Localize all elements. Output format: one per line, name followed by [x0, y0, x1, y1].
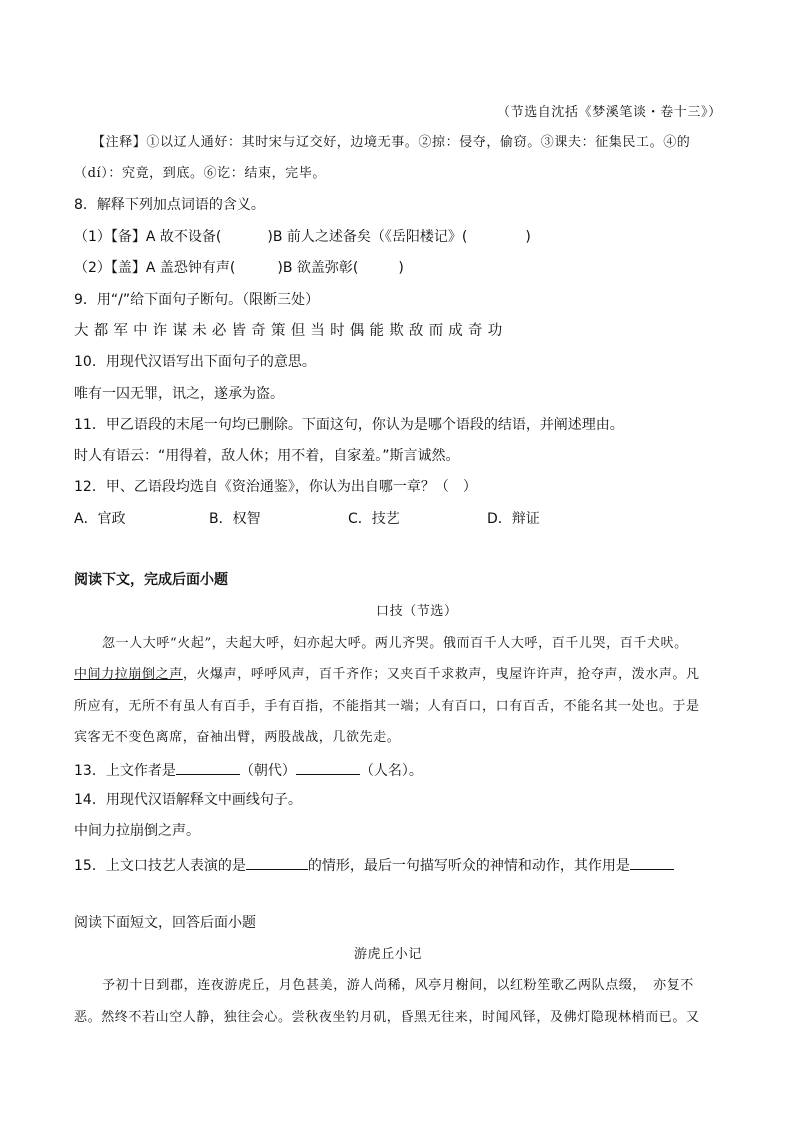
q12-option-a[interactable]: A．官政: [74, 511, 126, 527]
section3-heading: 阅读下面短文，回答后面小题: [74, 915, 256, 931]
q8-item-1: [74, 228, 531, 246]
q15-prefix: 15．上文口技艺人表演的是: [74, 858, 246, 874]
q8-item-2: [74, 259, 404, 277]
q9-stem: 9．用“/”给下面句子断句。（限断三处）: [74, 292, 320, 308]
section2-paragraph-line-2: [74, 666, 700, 684]
q8-stem: 8．解释下列加点词语的含义。: [74, 197, 265, 213]
q8-item2-end: ): [398, 260, 404, 276]
q15-mid: 的情形，最后一句描写听众的神情和动作，其作用是: [307, 858, 630, 874]
q13-end: （人名）。: [359, 763, 423, 779]
q9-sentence: 大都军中诈谋未必皆奇策但当时偶能欺敌而成奇功: [74, 323, 508, 339]
q13-mid: （朝代）: [239, 763, 296, 779]
section3-paragraph-line-1: 予初十日到郡，连夜游虎丘，月色甚美，游人尚稀，风亭月榭间，以红粉笙歌乙两队点缀， 亦复不: [102, 978, 694, 993]
underlined-sentence: 中间力拉崩倒之声: [74, 667, 183, 682]
q15-blank-effect[interactable]: [630, 855, 674, 870]
q11-quote: 时人有语云：“用得着，敌人休；用不着，自家羞。”斯言诚然。: [74, 448, 460, 464]
source-note: （节选自沈括《梦溪笔谈・卷十三》）: [497, 105, 722, 120]
section2-paragraph-line-4: 宾客无不变色离席，奋袖出臂，两股战战，几欲先走。: [74, 730, 401, 745]
q10-sentence: 唯有一囚无罪，讯之，遂承为盗。: [74, 386, 284, 402]
q8-item2-prefix: （2）【盖】A 盖恐钟有声(: [74, 260, 236, 276]
section2-paragraph-line-2-rest: ，火爆声，呼呼风声，百千齐作；又夹百千求救声，曳屋许许声，抢夺声，泼水声。凡: [182, 667, 700, 682]
q15: [74, 855, 674, 875]
q8-item2-mid: )B 欲盖弥彰(: [277, 260, 359, 276]
section2-paragraph-line-1: 忽一人大呼“火起”，夫起大呼，妇亦起大呼。两儿齐哭。俄而百千人大呼，百千儿哭，百千犬吠。: [102, 636, 688, 651]
q15-blank-scene[interactable]: [246, 855, 308, 870]
q13: [74, 760, 423, 780]
q10-stem: 10．用现代汉语写出下面句子的意思。: [74, 354, 316, 370]
section2-heading: 阅读下文，完成后面小题: [74, 572, 228, 588]
notes-line-2: （dí）：究竟，到底。⑥讫：结束，完毕。: [74, 166, 326, 181]
q8-item1-mid: )B 前人之述备矣（《岳阳楼记》(: [267, 229, 468, 245]
q12-option-d[interactable]: D．辩证: [487, 511, 540, 527]
q11-stem: 11．甲乙语段的末尾一句均已删除。下面这句，你认为是哪个语段的结语，并阐述理由。: [74, 417, 624, 433]
notes-line-1: [92, 134, 690, 152]
notes-text-1: ①以辽人通好：其时宋与辽交好，边境无事。②掠：侵夺，偷窃。③课夫：征集民工。④的: [146, 135, 691, 150]
q13-blank-author[interactable]: [296, 760, 360, 775]
section2-paragraph-line-3: 所应有，无所不有虽人有百手，手有百指，不能指其一端；人有百口，口有百舌，不能名其一处也。于是: [74, 699, 700, 714]
q12-option-b[interactable]: B．权智: [209, 511, 261, 527]
q12-stem: 12．甲、乙语段均选自《资治通鉴》，你认为出自哪一章？（ ）: [74, 479, 477, 495]
q13-prefix: 13．上文作者是: [74, 763, 176, 779]
q14-sentence: 中间力拉崩倒之声。: [74, 823, 200, 839]
q14-stem: 14．用现代汉语解释文中画线句子。: [74, 792, 302, 808]
q8-item1-end: ): [525, 229, 531, 245]
section3-paragraph-line-2: 恶。然终不若山空人静，独往会心。尝秋夜坐钓月矶，昏黑无往来，时闻风铎，及佛灯隐现林梢而已。又: [74, 1010, 700, 1025]
section2-title: 口技（节选）: [376, 604, 458, 619]
notes-label: 【注释】: [92, 135, 147, 150]
section3-title: 游虎丘小记: [354, 947, 423, 962]
q8-item1-prefix: （1）【备】A 故不设备(: [74, 229, 222, 245]
q12-options: [74, 510, 540, 528]
q13-blank-dynasty[interactable]: [176, 760, 240, 775]
q12-option-c[interactable]: C．技艺: [348, 511, 400, 527]
